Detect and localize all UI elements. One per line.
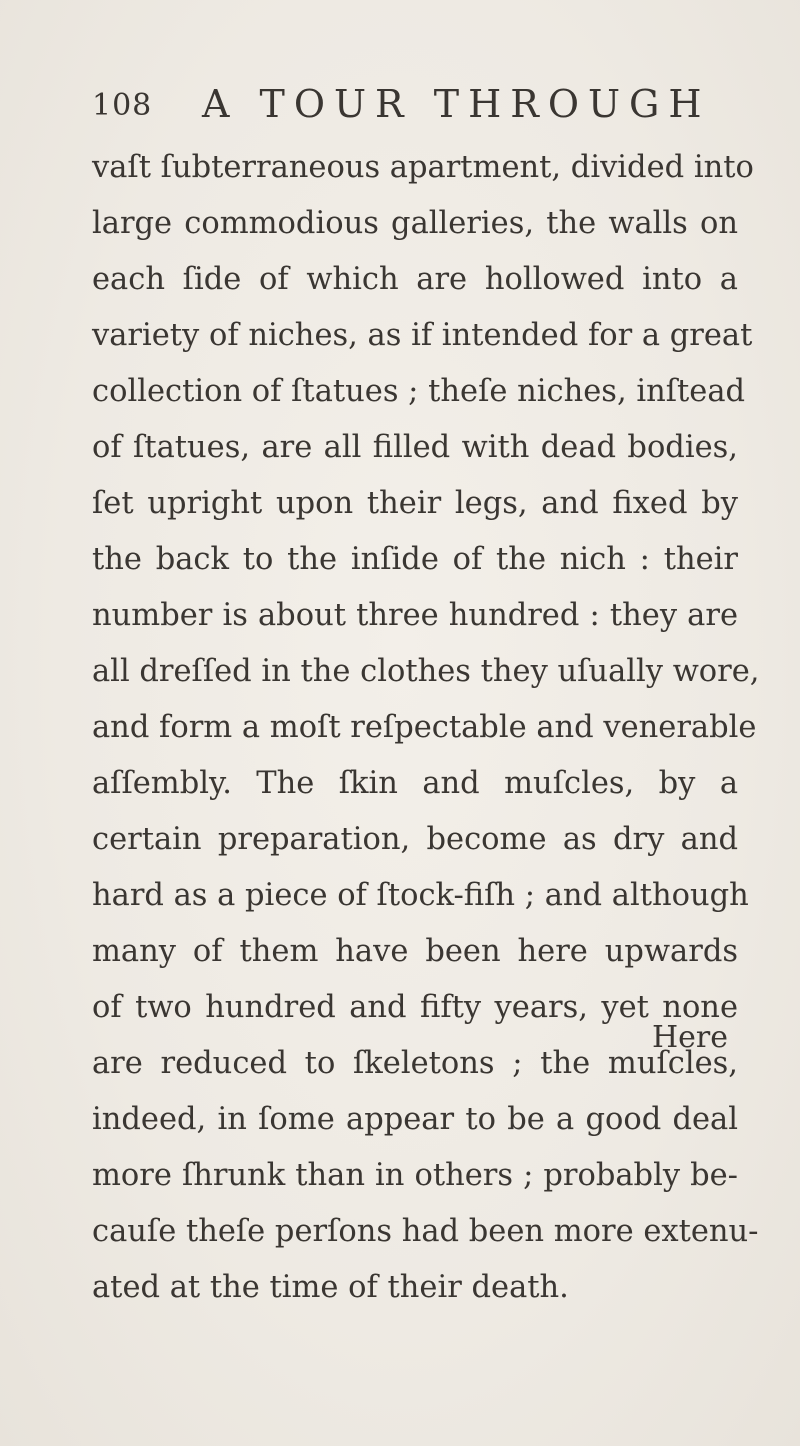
text-line: large commodious galleries, the walls on	[92, 206, 738, 241]
text-line: indeed, in ſome appear to be a good deal	[92, 1102, 738, 1137]
text-line: ſet upright upon their legs, and fixed by	[92, 486, 738, 521]
page-number: 108	[92, 88, 153, 123]
text-line: of ſtatues, are all filled with dead bodies,	[92, 430, 738, 465]
page-header	[92, 82, 712, 132]
text-line: all dreſſed in the clothes they uſually wore,	[92, 654, 760, 689]
text-line: hard as a piece of ſtock-fiſh ; and although	[92, 878, 749, 913]
text-line: number is about three hundred : they are	[92, 598, 738, 633]
text-line: ated at the time of their death.	[92, 1270, 569, 1305]
text-line: certain preparation, become as dry and	[92, 822, 738, 857]
text-line: many of them have been here upwards	[92, 934, 738, 969]
text-line: collection of ſtatues ; theſe niches, inſtead	[92, 374, 746, 409]
text-line: more ſhrunk than in others ; probably be-	[92, 1158, 738, 1193]
text-line: cauſe theſe perſons had been more extenu-	[92, 1214, 759, 1249]
body-text	[92, 140, 760, 1316]
text-line: of two hundred and fifty years, yet none	[92, 990, 738, 1025]
text-line: each ſide of which are hollowed into a	[92, 262, 738, 297]
catchword: Here	[652, 1020, 729, 1055]
text-line: aſſembly. The ſkin and muſcles, by a	[92, 766, 738, 801]
text-line: the back to the inſide of the nich : their	[92, 542, 738, 577]
running-head: A TOUR THROUGH	[202, 82, 711, 126]
text-line: vaſt ſubterraneous apartment, divided into	[92, 150, 754, 185]
text-line: are reduced to ſkeletons ; the muſcles,	[92, 1046, 738, 1081]
text-line: and form a moſt reſpectable and venerable	[92, 710, 757, 745]
text-line: variety of niches, as if intended for a great	[92, 318, 753, 353]
